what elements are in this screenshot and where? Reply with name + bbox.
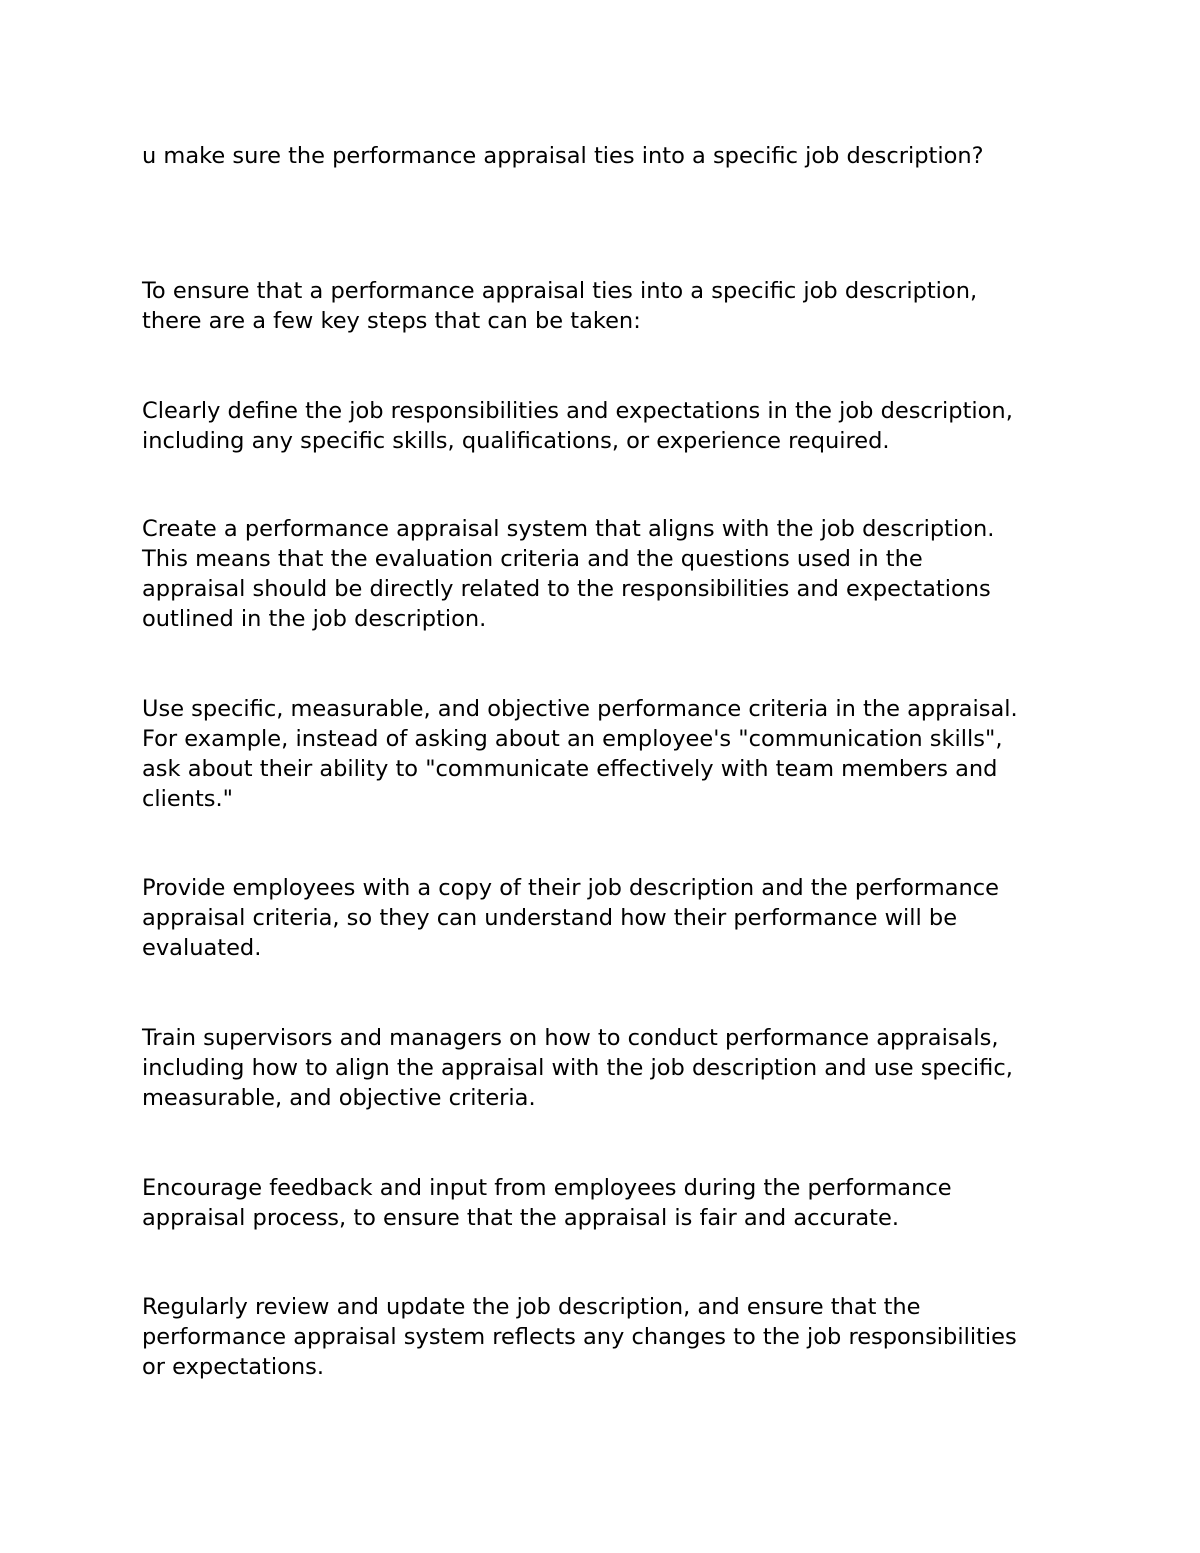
step-paragraph-align-system: Create a performance appraisal system that aligns with the job description. This means that the evaluation criteria and the questions used in the appraisal should be directly related to the responsibilities and expectations outlined in the job description. bbox=[142, 516, 995, 632]
step-paragraph-train-supervisors: Train supervisors and managers on how to conduct performance appraisals, including how to align the appraisal with the job description and use specific, measurable, and objective criteria. bbox=[142, 1025, 1013, 1111]
step-paragraph-review-update: Regularly review and update the job description, and ensure that the performance appraisal system reflects any changes to the job responsibilities or expectations. bbox=[142, 1294, 1017, 1380]
intro-paragraph: To ensure that a performance appraisal ties into a specific job description, there are a few key steps that can be taken: bbox=[142, 278, 978, 334]
question-line: u make sure the performance appraisal ties into a specific job description? bbox=[142, 143, 984, 169]
step-paragraph-define-responsibilities: Clearly define the job responsibilities and expectations in the job description, including any specific skills, qualifications, or experience required. bbox=[142, 398, 1013, 454]
step-paragraph-objective-criteria: Use specific, measurable, and objective performance criteria in the appraisal. For example, instead of asking about an employee's "communication skills", ask about their ability to "communicate effectively with team members and clients." bbox=[142, 696, 1018, 812]
step-paragraph-encourage-feedback: Encourage feedback and input from employees during the performance appraisal process, to ensure that the appraisal is fair and accurate. bbox=[142, 1175, 952, 1231]
step-paragraph-provide-copy: Provide employees with a copy of their job description and the performance appraisal criteria, so they can understand how their performance will be evaluated. bbox=[142, 875, 999, 961]
